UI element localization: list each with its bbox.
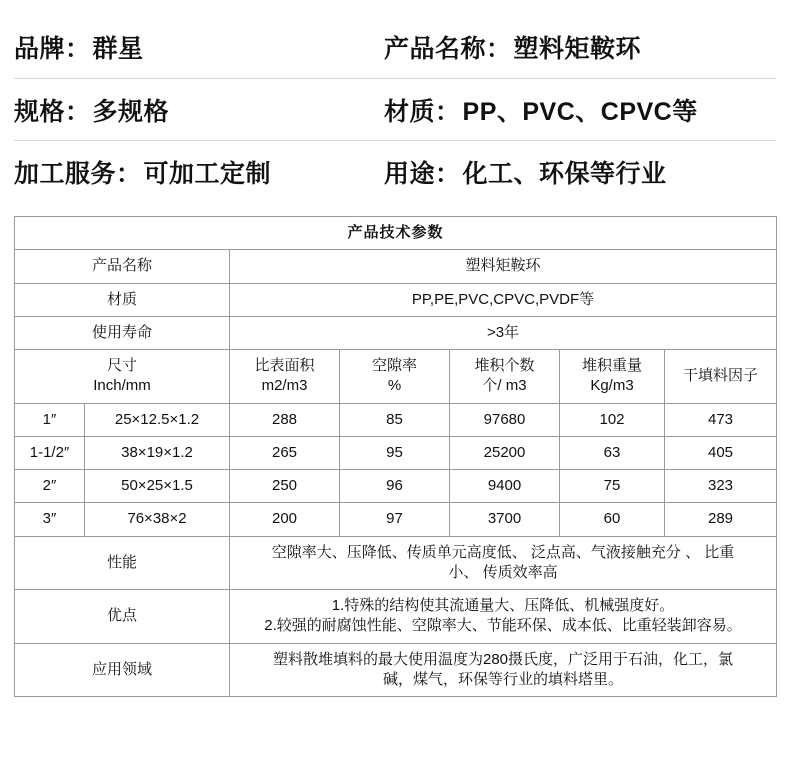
cell-void: 85 (340, 403, 450, 436)
column-header-weight-line1: 堆积重量 (581, 357, 642, 374)
detail-performance-line1: 空隙率大、压降低、传质单元高度低、 泛点高、气液接触充分 、 比重 (271, 543, 735, 561)
table-row (15, 503, 777, 536)
column-header-size-line1: 尺寸 (106, 357, 137, 374)
table-row-application (15, 643, 777, 697)
attribute-spec-value: 多规格 (92, 97, 170, 126)
column-header-size-line2: Inch/mm (93, 377, 151, 395)
cell-factor: 473 (665, 403, 777, 436)
cell-size-inch: 1″ (15, 403, 85, 436)
detail-value-advantages (230, 590, 777, 644)
column-header-weight-line2: Kg/m3 (590, 377, 634, 395)
column-header-weight (560, 350, 665, 404)
info-value-lifespan: >3年 (230, 316, 777, 349)
cell-void: 97 (340, 503, 450, 536)
attribute-product-name-label: 产品名称： (384, 35, 512, 63)
attribute-block (14, 0, 776, 202)
attribute-processing-service-label: 加工服务： (14, 159, 142, 188)
cell-count: 3700 (450, 503, 560, 536)
attribute-usage-value: 化工、环保等行业 (462, 159, 667, 188)
info-value-material: PP,PE,PVC,CPVC,PVDF等 (230, 283, 777, 316)
cell-size-inch: 2″ (15, 470, 85, 503)
detail-application-line2: 碱，煤气，环保等行业的填料塔里。 (383, 670, 624, 688)
detail-application-line1: 塑料散堆填料的最大使用温度为280摄氏度，广泛用于石油，化工，氯 (272, 650, 734, 668)
cell-weight: 60 (560, 503, 665, 536)
table-row (15, 403, 777, 436)
table-row (15, 470, 777, 503)
attribute-brand (14, 29, 384, 65)
attribute-row-3 (14, 140, 776, 202)
cell-void: 95 (340, 436, 450, 469)
detail-label-application: 应用领域 (15, 643, 230, 697)
attribute-processing-service-value: 可加工定制 (143, 159, 272, 188)
cell-count: 9400 (450, 470, 560, 503)
spec-table (14, 216, 777, 697)
detail-value-performance (230, 536, 777, 590)
cell-size-inch: 3″ (15, 503, 85, 536)
cell-area: 250 (230, 470, 340, 503)
attribute-product-name (384, 29, 776, 65)
attribute-material-label: 材质： (384, 97, 461, 126)
cell-weight: 75 (560, 470, 665, 503)
table-row-title (15, 217, 777, 250)
cell-size-mm: 76×38×2 (85, 503, 230, 536)
attribute-brand-value: 群星 (92, 35, 144, 63)
cell-area: 265 (230, 436, 340, 469)
table-row-column-headers (15, 350, 777, 404)
column-header-void-line1: 空隙率 (371, 357, 417, 374)
attribute-spec-label: 规格： (14, 97, 91, 126)
cell-size-mm: 38×19×1.2 (85, 436, 230, 469)
attribute-spec (14, 92, 384, 128)
detail-advantages-line1: 1.特殊的结构使其流通量大、压降低、机械强度好。 (331, 597, 675, 614)
table-row-performance (15, 536, 777, 590)
detail-label-performance: 性能 (15, 536, 230, 590)
column-header-count-line2: 个/ m3 (482, 377, 527, 395)
attribute-usage (384, 154, 776, 190)
attribute-product-name-value: 塑料矩鞍环 (513, 35, 642, 63)
cell-size-mm: 25×12.5×1.2 (85, 403, 230, 436)
column-header-void-line2: % (387, 377, 402, 395)
column-header-factor (665, 350, 777, 404)
attribute-row-2 (14, 78, 776, 140)
column-header-count-line1: 堆积个数 (474, 357, 535, 374)
column-header-area-line2: m2/m3 (261, 377, 308, 395)
table-row-lifespan (15, 316, 777, 349)
column-header-count (450, 350, 560, 404)
detail-value-application (230, 643, 777, 697)
cell-weight: 102 (560, 403, 665, 436)
info-value-product-name: 塑料矩鞍环 (230, 250, 777, 283)
spec-table-title: 产品技术参数 (15, 217, 777, 250)
column-header-area (230, 350, 340, 404)
cell-factor: 289 (665, 503, 777, 536)
attribute-brand-label: 品牌： (14, 35, 91, 63)
cell-area: 288 (230, 403, 340, 436)
attribute-processing-service (14, 154, 384, 190)
attribute-row-1 (14, 16, 776, 78)
cell-size-mm: 50×25×1.5 (85, 470, 230, 503)
attribute-usage-label: 用途： (384, 159, 461, 188)
cell-void: 96 (340, 470, 450, 503)
cell-size-inch: 1-1/2″ (15, 436, 85, 469)
table-row-advantages (15, 590, 777, 644)
info-label-material: 材质 (15, 283, 230, 316)
cell-count: 97680 (450, 403, 560, 436)
column-header-factor-line1: 干填料因子 (683, 367, 759, 385)
cell-count: 25200 (450, 436, 560, 469)
attribute-material (384, 92, 776, 128)
table-row-material (15, 283, 777, 316)
attribute-material-value: PP、PVC、CPVC等 (462, 97, 698, 126)
detail-advantages-line2: 2.较强的耐腐蚀性能、空隙率大、节能环保、成本低、比重轻装卸容易。 (264, 617, 742, 635)
info-label-product-name: 产品名称 (15, 250, 230, 283)
column-header-area-line1: 比表面积 (254, 357, 315, 374)
column-header-size (15, 350, 230, 404)
cell-area: 200 (230, 503, 340, 536)
column-header-void (340, 350, 450, 404)
detail-performance-line2: 小、 传质效率高 (448, 563, 558, 581)
cell-weight: 63 (560, 436, 665, 469)
cell-factor: 323 (665, 470, 777, 503)
table-row (15, 436, 777, 469)
cell-factor: 405 (665, 436, 777, 469)
table-row-product-name (15, 250, 777, 283)
spec-table-wrap (14, 216, 776, 697)
info-label-lifespan: 使用寿命 (15, 316, 230, 349)
detail-label-advantages: 优点 (15, 590, 230, 644)
